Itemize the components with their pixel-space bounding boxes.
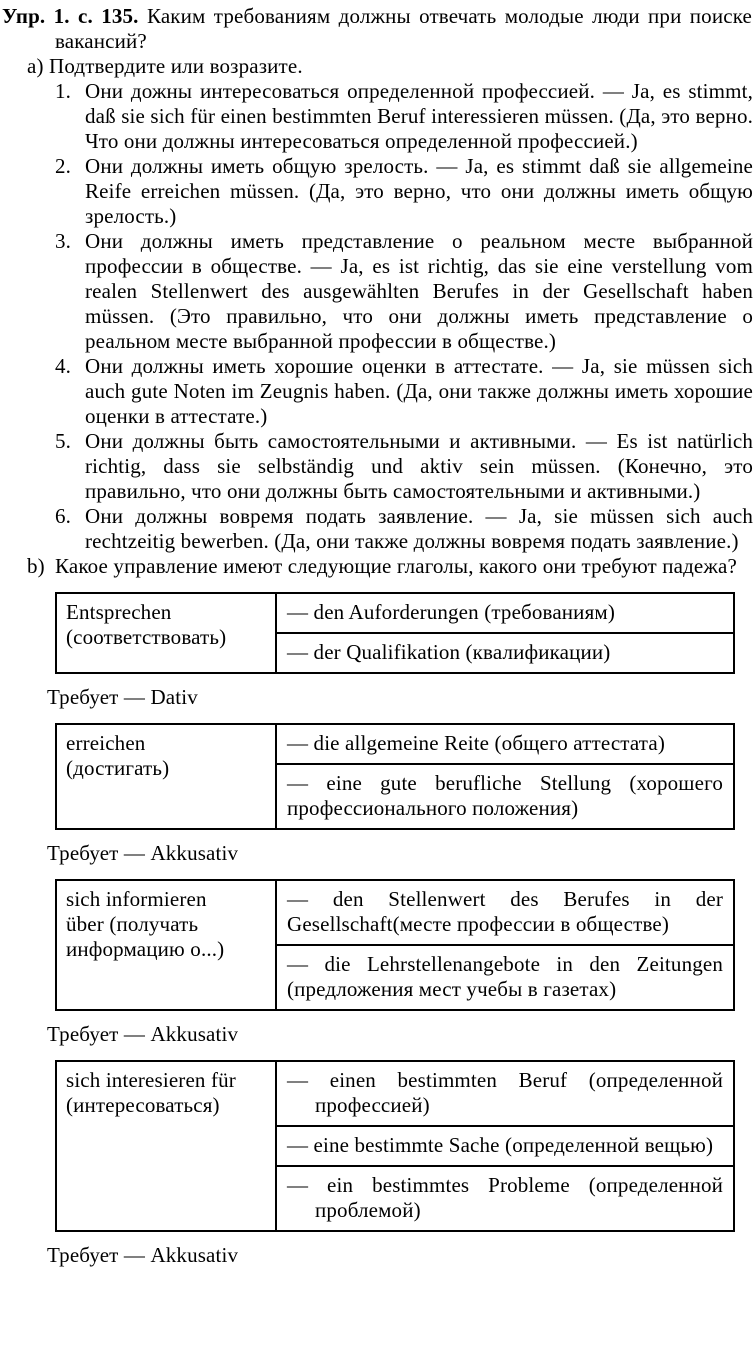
exercise-title: Каким требованиям должны отвечать молодые люди при поиске вакансий? xyxy=(55,4,752,53)
case-caption: Требует — Akkusativ xyxy=(47,841,239,865)
item-text: Они должны иметь общую зрелость. — Ja, es stimmt daß sie allgemeine Reife erreichen müssen. (Да, это верно, что они должны иметь общую зрелость.) xyxy=(85,154,753,228)
part-a-instruction: Подтвердите или возразите. xyxy=(49,54,303,78)
object-cell: — eine gute berufliche Stellung (хорошего профессионального положения) xyxy=(276,764,734,829)
item-number: 1. xyxy=(55,79,72,103)
verb-cell: erreichen (достигать) xyxy=(56,724,276,829)
list-item xyxy=(0,429,756,504)
case-caption: Требует — Akkusativ xyxy=(47,1243,239,1267)
item-text: Они должны иметь хорошие оценки в аттестате. — Ja, sie müssen sich auch gute Noten im Zeugnis haben. (Да, они также должны иметь хорошие оценки в аттестате.) xyxy=(85,354,753,428)
verb-government-table-3 xyxy=(55,879,735,1011)
answers-list xyxy=(0,79,756,554)
part-a-label: a) xyxy=(27,54,44,78)
item-number: 3. xyxy=(55,229,72,253)
verb-government-table-1 xyxy=(55,592,735,674)
list-item xyxy=(0,504,756,554)
part-b-label: b) xyxy=(27,554,45,578)
item-number: 2. xyxy=(55,154,72,178)
list-item xyxy=(0,229,756,354)
part-b-instruction: Какое управление имеют следующие глаголы, какого они требуют падежа? xyxy=(55,554,737,578)
list-item xyxy=(0,354,756,429)
object-cell: — ein bestimmtes Probleme (определенной проблемой) xyxy=(276,1166,734,1231)
object-cell: — der Qualifikation (квалификации) xyxy=(276,633,734,673)
item-text: Они должны иметь представление о реальном месте выбранной профессии в обществе. — Ja, es ist richtig, das sie eine verstellung vom realen Stellenwert des ausgewählten Berufes in der Gesellschaft haben müssen. (Это правильно, что они должны иметь представление о реальном месте выбранной профессии в обществе.) xyxy=(85,229,753,353)
part-b-line xyxy=(0,554,756,579)
object-cell: — den Auforderungen (требованиям) xyxy=(276,593,734,633)
object-cell: — die Lehrstellenangebote in den Zeitungen (предложения мест учебы в газетах) xyxy=(276,945,734,1010)
item-number: 5. xyxy=(55,429,72,453)
item-text: Они должны вовремя подать заявление. — Ja, sie müssen sich auch rechtzeitig bewerben. (Да, они также должны вовремя подать заявление.) xyxy=(85,504,753,553)
verb-cell: sich interesieren für (интересоваться) xyxy=(56,1061,276,1231)
item-number: 6. xyxy=(55,504,72,528)
case-caption: Требует — Dativ xyxy=(47,685,198,709)
verb-government-table-4 xyxy=(55,1060,735,1232)
item-text: Они дожны интересоваться определенной профессией. — Ja, es stimmt, daß sie sich für einen bestimmten Beruf interessieren müssen. (Да, это верно. Что они должны интересоваться определенной профессией.) xyxy=(85,79,753,153)
verb-cell: Entsprechen (соответствовать) xyxy=(56,593,276,673)
object-cell: — den Stellenwert des Berufes in der Gesellschaft(месте профессии в обществе) xyxy=(276,880,734,945)
verb-government-table-2 xyxy=(55,723,735,830)
list-item xyxy=(0,79,756,154)
exercise-label: Упр. 1. с. 135. xyxy=(2,4,139,28)
object-cell: — die allgemeine Reite (общего аттестата) xyxy=(276,724,734,764)
exercise-heading xyxy=(0,4,756,54)
verb-cell: sich informieren über (получать информацию о...) xyxy=(56,880,276,1010)
item-number: 4. xyxy=(55,354,72,378)
list-item xyxy=(0,154,756,229)
object-cell: — eine bestimmte Sache (определенной вещью) xyxy=(276,1126,734,1166)
item-text: Они должны быть самостоятельными и активными. — Es ist natürlich richtig, dass sie selbständig und aktiv sein müssen. (Конечно, это правильно, что они должны быть самостоятельными и активными.) xyxy=(85,429,753,503)
object-cell: — einen bestimmten Beruf (определенной профессией) xyxy=(276,1061,734,1126)
case-caption: Требует — Akkusativ xyxy=(47,1022,239,1046)
part-a-line xyxy=(27,54,756,79)
